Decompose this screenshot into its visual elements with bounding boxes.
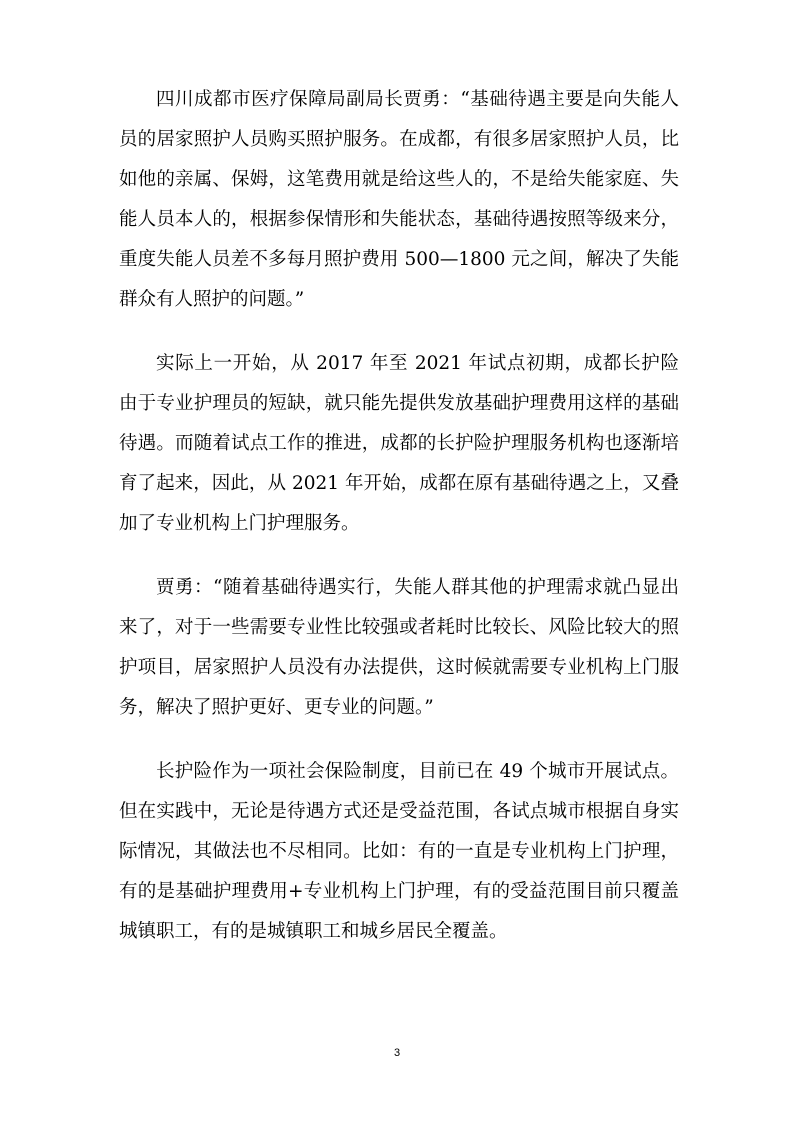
page-number: 3 — [393, 1047, 401, 1059]
paragraph-4: 长护险作为一项社会保险制度，目前已在 49 个城市开展试点。但在实践中，无论是待遇方式还是受益范围，各试点城市根据自身实际情况，其做法也不尽相同。比如：有的一直是专业机构上门护理，有的是基础护理费用+专业机构上门护理，有的受益范围目前只覆盖城镇职工，有的是城镇职工和城乡居民全覆盖。 — [119, 761, 679, 942]
paragraph-1: 四川成都市医疗保障局副局长贾勇：“基础待遇主要是向失能人员的居家照护人员购买照护服务。在成都，有很多居家照护人员，比如他的亲属、保姆，这笔费用就是给这些人的，不是给失能家庭、失能人员本人的，根据参保情形和失能状态，基础待遇按照等级来分，重度失能人员差不多每月照护费用 500—1800 元之间，解决了失能群众有人照护的问题。” — [119, 89, 679, 310]
document-body — [119, 80, 679, 976]
paragraph-2: 实际上一开始，从 2017 年至 2021 年试点初期，成都长护险由于专业护理员的短缺，就只能先提供发放基础护理费用这样的基础待遇。而随着试点工作的推进，成都的长护险护理服务机构也逐渐培育了起来，因此，从 2021 年开始，成都在原有基础待遇之上，又叠加了专业机构上门护理服务。 — [119, 353, 679, 534]
paragraph-3: 贾勇：“随着基础待遇实行，失能人群其他的护理需求就凸显出来了，对于一些需要专业性比较强或者耗时比较长、风险比较大的照护项目，居家照护人员没有办法提供，这时候就需要专业机构上门服务，解决了照护更好、更专业的问题。” — [119, 577, 679, 718]
